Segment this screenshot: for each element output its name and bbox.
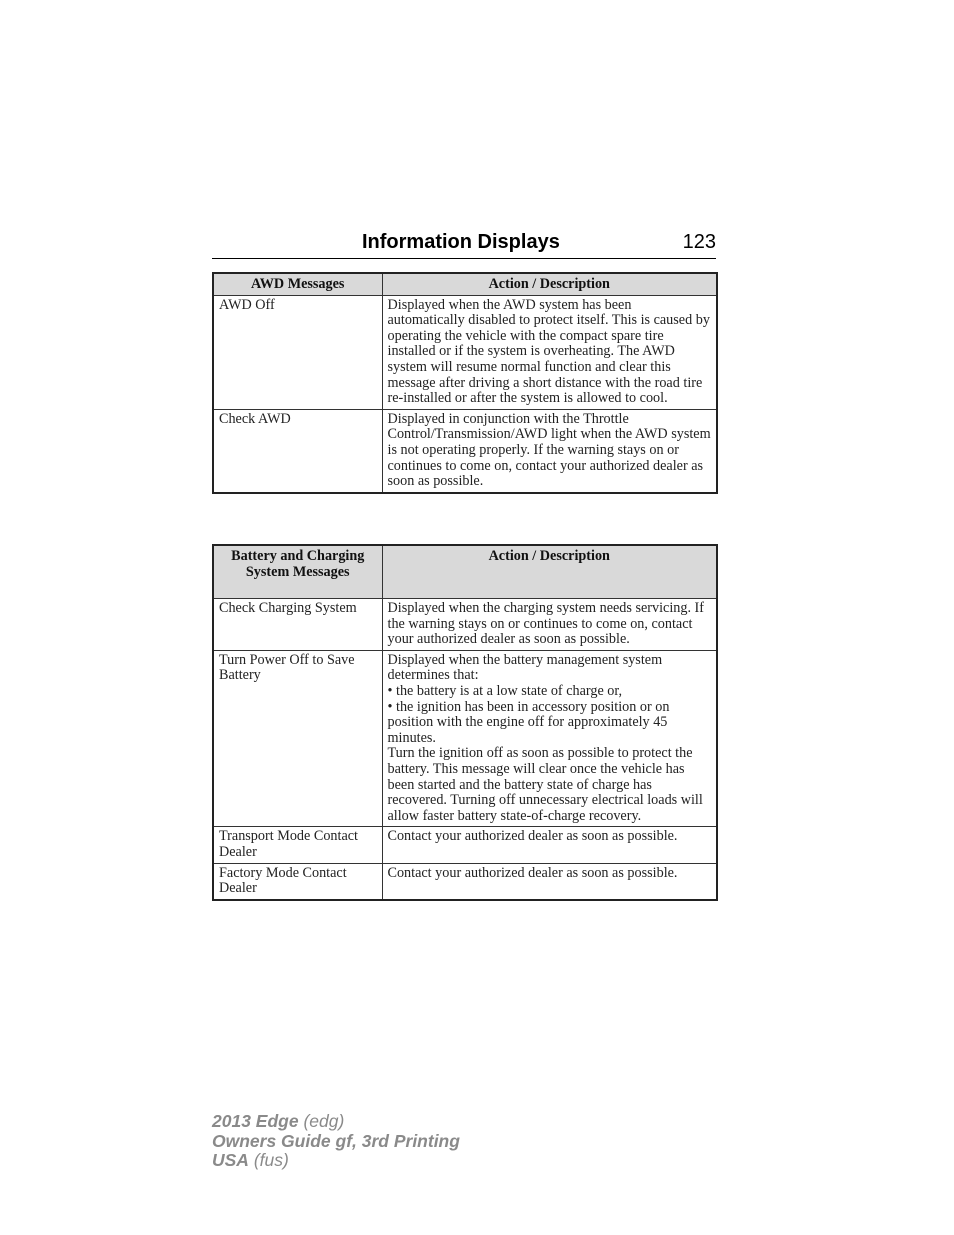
footer-market-code: (fus) [248, 1150, 289, 1170]
message-cell: AWD Off [213, 295, 382, 409]
description-cell: Displayed in conjunction with the Throttle Control/Transmission/AWD light when the AWD system is not operating properly. If the warning stays on or continues to come on, contact your authorized dealer as soon as possible. [382, 409, 717, 492]
column-header-description: Action / Description [382, 545, 717, 599]
battery-messages-table [212, 544, 718, 901]
description-cell: Displayed when the charging system needs servicing. If the warning stays on or continues to come on, contact your authorized dealer as soon as possible. [382, 599, 717, 651]
description-cell: Contact your authorized dealer as soon as possible. [382, 863, 717, 900]
awd-messages-table [212, 272, 718, 494]
footer-model-code: (edg) [298, 1111, 345, 1131]
column-header-description: Action / Description [382, 273, 717, 295]
page-number: 123 [682, 231, 716, 253]
message-cell: Check AWD [213, 409, 382, 492]
page-header [212, 228, 716, 259]
message-cell: Transport Mode Contact Dealer [213, 827, 382, 863]
table-row [213, 599, 717, 651]
message-cell: Check Charging System [213, 599, 382, 651]
description-cell [382, 650, 717, 827]
description-outro: Turn the ignition off as soon as possible to protect the battery. This message will clear once the vehicle has been started and the battery state of charge has recovered. Turning off unnecessary electrical loads will allow faster battery state-of-charge recovery. [387, 745, 703, 824]
footer-guide-name: Owners Guide gf, 3rd Printing [212, 1130, 460, 1151]
table-row [213, 863, 717, 900]
bullet-item: • the battery is at a low state of charge or, [387, 682, 623, 699]
message-cell: Turn Power Off to Save Battery [213, 650, 382, 827]
table-row [213, 409, 717, 492]
page-footer [212, 1112, 460, 1171]
footer-line-guide [212, 1132, 460, 1152]
description-intro: Displayed when the battery management system determines that: [387, 651, 663, 684]
footer-market-name: USA [212, 1150, 249, 1170]
column-header-messages: AWD Messages [213, 273, 382, 295]
footer-line-model [212, 1112, 460, 1132]
description-cell: Contact your authorized dealer as soon as possible. [382, 827, 717, 863]
section-title: Information Displays [362, 231, 560, 253]
table-row [213, 295, 717, 409]
description-cell: Displayed when the AWD system has been automatically disabled to protect itself. This is caused by operating the vehicle with the compact spare tire installed or if the system is overheating. The AWD system will resume normal function and clear this message after driving a short distance with the road tire re-installed or after the system is allowed to cool. [382, 295, 717, 409]
footer-model-name: 2013 Edge [212, 1111, 299, 1131]
table-row [213, 827, 717, 863]
table-row [213, 650, 717, 827]
message-cell: Factory Mode Contact Dealer [213, 863, 382, 900]
table-header-row [213, 545, 717, 599]
table-header-row [213, 273, 717, 295]
bullet-item: • the ignition has been in accessory position or on position with the engine off for approximately 45 minutes. [387, 698, 670, 746]
column-header-messages: Battery and Charging System Messages [213, 545, 382, 599]
footer-line-market [212, 1151, 460, 1171]
